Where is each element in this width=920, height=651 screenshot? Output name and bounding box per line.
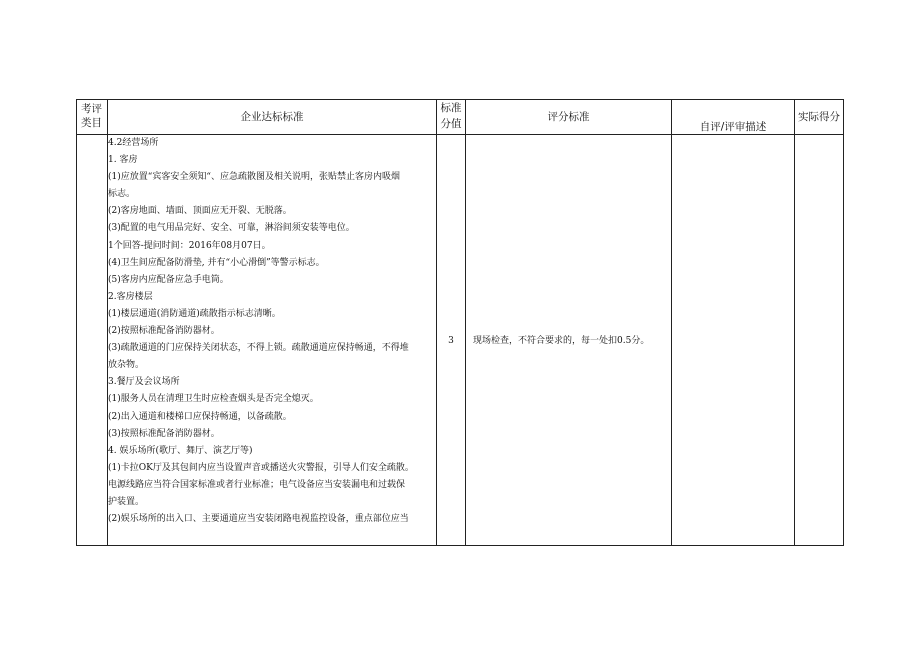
text-line: 1个回答-提问时间：2016年08月07日。 bbox=[108, 240, 271, 251]
header-category bbox=[76, 102, 107, 130]
header-actual-score: 实际得分 bbox=[798, 111, 840, 123]
text-line: (1)卡拉OK厅及其包间内应当设置声音或播送火灾警报，引导人们安全疏散。 bbox=[108, 462, 414, 473]
header-score-line2: 分值 bbox=[440, 118, 462, 130]
table-bottom-border bbox=[76, 545, 844, 546]
column-divider bbox=[794, 99, 795, 546]
text-line: (3)疏散通道的门应保持关闭状态，不得上锁。疏散通道应保持畅通，不得堆 bbox=[108, 343, 409, 354]
criteria-cell: 现场检查，不符合要求的，每一处扣0.5分。 bbox=[473, 336, 650, 346]
header-standard: 企业达标标准 bbox=[240, 111, 304, 123]
column-divider bbox=[76, 99, 77, 546]
column-divider bbox=[465, 99, 466, 546]
header-self-eval: 自评/评审描述 bbox=[699, 121, 767, 133]
text-line: 4.2经营场所 bbox=[108, 138, 159, 148]
text-line: 1. 客房 bbox=[108, 155, 138, 166]
text-line: (2)娱乐场所的出入口、主要通道应当安装闭路电视监控设备，重点部位应当 bbox=[108, 514, 409, 525]
text-line: (1)楼层通道(消防通道)疏散指示标志清晰。 bbox=[108, 308, 281, 319]
text-line: 放杂物。 bbox=[108, 360, 145, 371]
header-score bbox=[437, 100, 465, 132]
text-line: (1)服务人员在清理卫生时应检查烟头是否完全熄灭。 bbox=[108, 394, 319, 405]
text-line: (2)出入通道和楼梯口应保持畅通，以备疏散。 bbox=[108, 411, 292, 422]
header-category-line2: 类目 bbox=[81, 117, 102, 129]
text-line: (3)配置的电气用品完好、安全、可靠，淋浴间须安装等电位。 bbox=[108, 223, 355, 234]
text-line: 3.餐厅及会议场所 bbox=[108, 377, 180, 388]
text-line: 护装置。 bbox=[108, 496, 145, 507]
text-line: 4. 娱乐场所(歌厅、舞厅、演艺厅等) bbox=[108, 445, 253, 456]
text-line: (5)客房内应配备应急手电筒。 bbox=[108, 274, 229, 285]
text-line: 2.客房楼层 bbox=[108, 291, 153, 302]
text-line: (3)按照标准配备消防器材。 bbox=[108, 428, 220, 439]
text-line: (2)按照标准配备消防器材。 bbox=[108, 326, 220, 337]
standards-cell bbox=[108, 135, 438, 528]
assessment-table bbox=[76, 99, 844, 546]
text-line: 电源线路应当符合国家标准或者行业标准；电气设备应当安装漏电和过载保 bbox=[108, 479, 406, 490]
column-divider bbox=[671, 99, 672, 546]
score-cell: 3 bbox=[448, 336, 454, 346]
text-line: (4)卫生间应配备防滑垫, 并有“小心滑倒”等警示标志。 bbox=[108, 257, 325, 268]
text-line: (2)客房地面、墙面、顶面应无开裂、无脱落。 bbox=[108, 206, 292, 217]
header-category-line1: 考评 bbox=[81, 103, 102, 115]
text-line: (1)应放置“宾客安全须知“、应急疏散图及相关说明，张贴禁止客房内吸烟 bbox=[108, 172, 400, 183]
header-criteria: 评分标准 bbox=[547, 111, 590, 123]
column-divider bbox=[843, 99, 844, 546]
text-line: 标志。 bbox=[108, 189, 136, 200]
header-score-line1: 标准 bbox=[440, 102, 462, 114]
